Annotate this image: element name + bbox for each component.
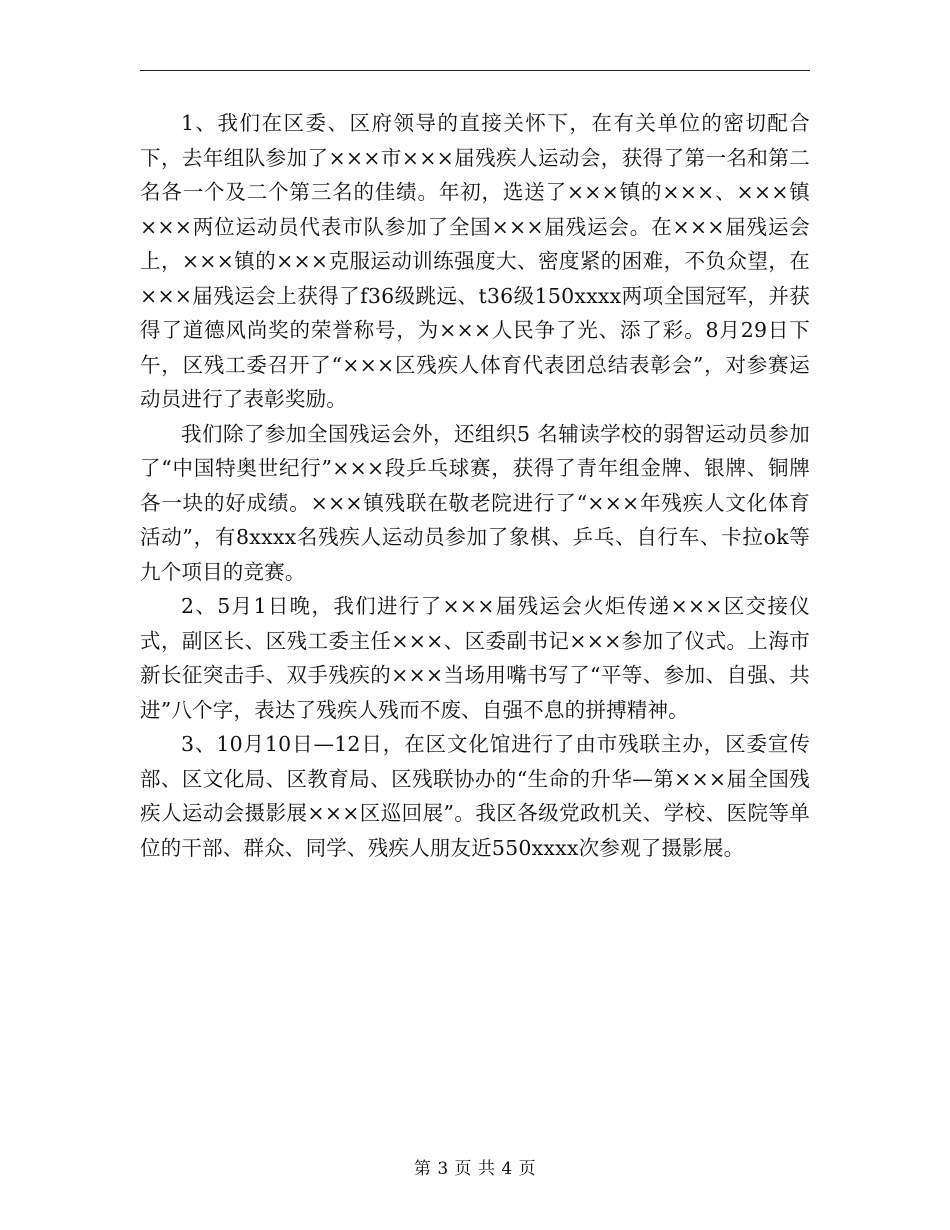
- paragraph-4: 3、10月10日—12日，在区文化馆进行了由市残联主办，区委宣传部、区文化局、区教育局、区残联协办的“生命的升华—第×××届全国残疾人运动会摄影展×××区巡回展”。我区各级党政机关、学校、医院等单位的干部、群众、同学、残疾人朋友近550xxxx次参观了摄影展。: [140, 732, 810, 860]
- paragraph-2: 我们除了参加全国残运会外，还组织5 名辅读学校的弱智运动员参加了“中国特奥世纪行”×××段乒乓球赛，获得了青年组金牌、银牌、铜牌各一块的好成绩。×××镇残联在敬老院进行了“×××年残疾人文化体育活动”，有8xxxx名残疾人运动员参加了象棋、乒乓、自行车、卡拉ok等九个项目的竞赛。: [140, 421, 810, 584]
- document-body: [140, 106, 810, 865]
- paragraph-3: 2、5月1日晚，我们进行了×××届残运会火炬传递×××区交接仪式，副区长、区残工委主任×××、区委副书记×××参加了仪式。上海市新长征突击手、双手残疾的×××当场用嘴书写了“平等、参加、自强、共进”八个字，表达了残疾人残而不废、自强不息的拼搏精神。: [140, 594, 810, 722]
- page-number-footer: 第 3 页 共 4 页: [413, 1159, 537, 1179]
- header-rule: [140, 70, 810, 71]
- paragraph-1: 1、我们在区委、区府领导的直接关怀下，在有关单位的密切配合下，去年组队参加了×××市×××届残疾人运动会，获得了第一名和第二名各一个及二个第三名的佳绩。年初，选送了×××镇的×××、×××镇×××两位运动员代表市队参加了全国×××届残运会。在×××届残运会上，×××镇的×××克服运动训练强度大、密度紧的困难，不负众望，在×××届残运会上获得了f36级跳远、t36级150xxxx两项全国冠军，并获得了道德风尚奖的荣誉称号，为×××人民争了光、添了彩。8月29日下午，区残工委召开了“×××区残疾人体育代表团总结表彰会”，对参赛运动员进行了表彰奖励。: [140, 111, 810, 411]
